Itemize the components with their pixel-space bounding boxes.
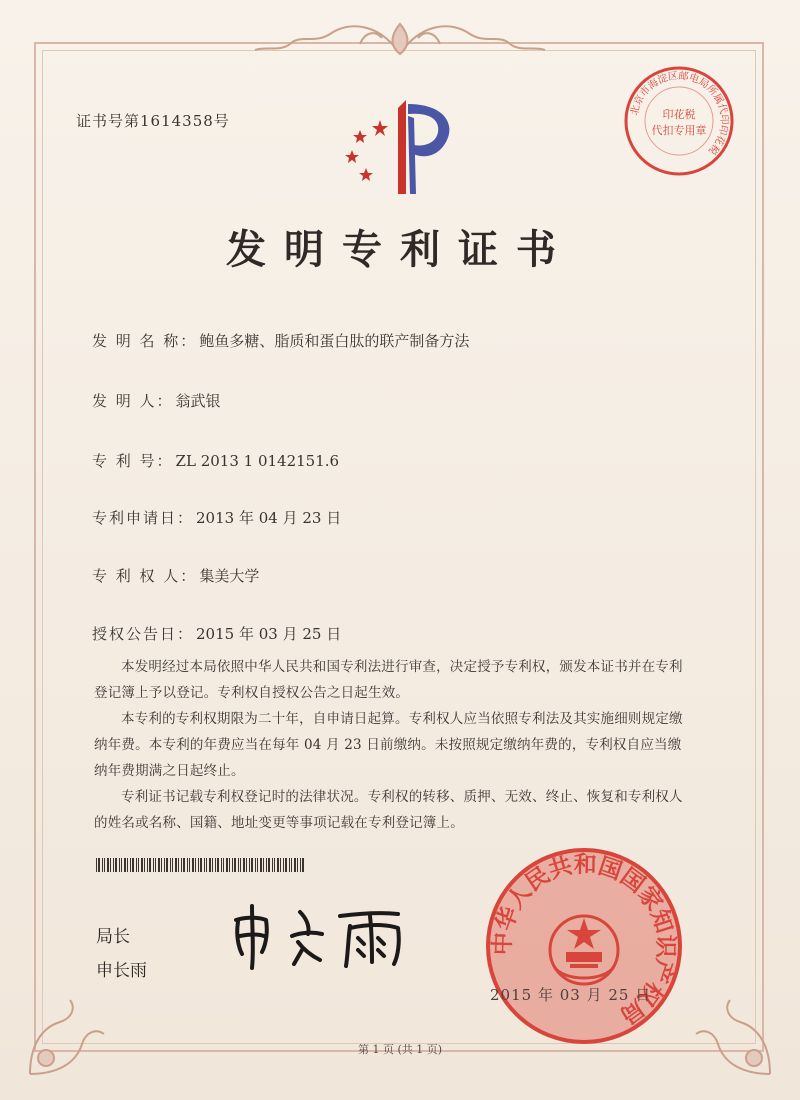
field-label: 发 明 名 称： bbox=[92, 332, 198, 350]
barcode-bar bbox=[166, 858, 168, 872]
certificate-number: 证书号第1614358号 bbox=[76, 112, 230, 130]
barcode-bar bbox=[144, 858, 145, 872]
barcode-bar bbox=[113, 858, 114, 872]
barcode-bar bbox=[243, 858, 245, 872]
barcode-bar bbox=[161, 858, 162, 872]
barcode-bar bbox=[175, 858, 177, 872]
field-label: 授权公告日： bbox=[92, 625, 195, 643]
barcode-bar bbox=[212, 858, 213, 872]
director-title: 局长 bbox=[96, 927, 130, 947]
small-seal-ring-text: 北京市海淀区邮电局所属代印印花税 bbox=[629, 70, 730, 157]
director-name: 申长雨 bbox=[96, 961, 147, 981]
director-signature bbox=[222, 898, 412, 972]
field-value: ZL 2013 1 0142151.6 bbox=[175, 452, 340, 470]
barcode-bar bbox=[200, 858, 202, 872]
barcode-bar bbox=[285, 858, 287, 872]
barcode-bar bbox=[153, 858, 154, 872]
barcode-bar bbox=[206, 858, 207, 872]
body-paragraph: 本专利的专利权期限为二十年，自申请日起算。专利权人应当依照专利法及其实施细则规定缴纳年费。本专利的年费应当在每年 04 月 23 日前缴纳。未按照规定缴纳年费的，专利权自应当缴纳年费期满之日起终止。 bbox=[94, 711, 683, 779]
barcode-bar bbox=[291, 858, 292, 872]
barcode-bar bbox=[155, 858, 156, 872]
field-inventor bbox=[92, 390, 221, 411]
barcode-bar bbox=[257, 858, 258, 872]
barcode-bar bbox=[297, 858, 298, 872]
barcode-bar bbox=[132, 858, 134, 872]
barcode-bar bbox=[277, 858, 279, 872]
barcode-bar bbox=[181, 858, 182, 872]
barcode-bar bbox=[283, 858, 284, 872]
barcode-bar bbox=[223, 858, 224, 872]
barcode-bar bbox=[289, 858, 290, 872]
barcode-bar bbox=[170, 858, 171, 872]
barcode-bar bbox=[192, 858, 194, 872]
barcode-bar bbox=[183, 858, 185, 872]
barcode-bar bbox=[266, 858, 267, 872]
field-patentee bbox=[92, 565, 259, 586]
barcode-bar bbox=[104, 858, 105, 872]
barcode-bar bbox=[198, 858, 199, 872]
body-paragraph: 本发明经过本局依照中华人民共和国专利法进行审查，决定授予专利权，颁发本证书并在专利登记簿上予以登记。专利权自授权公告之日起生效。 bbox=[94, 659, 683, 701]
large-seal-ring-text: 中华人民共和国国家知识产权局 bbox=[488, 850, 680, 1030]
barcode-bar bbox=[232, 858, 233, 872]
sipo-official-seal bbox=[484, 846, 684, 1046]
body-paragraph: 专利证书记载专利权登记时的法律状况。专利权的转移、质押、无效、终止、恢复和专利权人的姓名或名称、国籍、地址变更等事项记载在专利登记簿上。 bbox=[94, 789, 683, 831]
corner-ornament-bottom-left bbox=[20, 988, 116, 1084]
barcode-bar bbox=[121, 858, 122, 872]
barcode-bar bbox=[226, 858, 228, 872]
barcode-bar bbox=[217, 858, 219, 872]
barcode-bar bbox=[119, 858, 120, 872]
barcode-bar bbox=[149, 858, 151, 872]
barcode-bar bbox=[164, 858, 165, 872]
small-seal-center-line: 印花税 bbox=[662, 108, 696, 121]
field-value: 翁武银 bbox=[175, 392, 221, 410]
barcode-bar bbox=[280, 858, 281, 872]
small-seal-center-line: 代扣专用章 bbox=[651, 124, 707, 137]
field-value: 2013 年 04 月 23 日 bbox=[196, 509, 342, 527]
barcode-bar bbox=[272, 858, 273, 872]
certificate-body bbox=[94, 654, 694, 836]
barcode-bar bbox=[147, 858, 148, 872]
barcode-bar bbox=[302, 858, 304, 872]
barcode-bar bbox=[246, 858, 247, 872]
barcode-bar bbox=[204, 858, 205, 872]
page-number: 第 1 页 (共 1 页) bbox=[357, 1043, 443, 1056]
barcode-bar bbox=[234, 858, 236, 872]
barcode-bar bbox=[130, 858, 131, 872]
barcode-bar bbox=[209, 858, 211, 872]
sipo-logo-icon bbox=[336, 90, 460, 200]
barcode-bar bbox=[138, 858, 139, 872]
barcode-bar bbox=[107, 858, 109, 872]
barcode-bar bbox=[274, 858, 275, 872]
field-label: 专利申请日： bbox=[92, 509, 195, 527]
field-grant-date bbox=[92, 623, 341, 644]
barcode-bar bbox=[268, 858, 270, 872]
barcode-bar bbox=[240, 858, 241, 872]
barcode-bar bbox=[141, 858, 143, 872]
field-value: 集美大学 bbox=[199, 567, 260, 585]
top-ornament bbox=[250, 14, 550, 60]
barcode-bar bbox=[96, 858, 97, 872]
barcode-bar bbox=[136, 858, 137, 872]
barcode-bar bbox=[255, 858, 256, 872]
barcode-bar bbox=[221, 858, 222, 872]
tax-stamp-seal bbox=[622, 64, 736, 178]
field-application-date bbox=[92, 507, 341, 528]
barcode-bar bbox=[238, 858, 239, 872]
barcode-bar bbox=[300, 858, 301, 872]
barcode-bar bbox=[158, 858, 160, 872]
barcode-bar bbox=[195, 858, 196, 872]
field-label: 专 利 权 人： bbox=[92, 567, 198, 585]
field-label: 专 利 号： bbox=[92, 452, 174, 470]
barcode-bar bbox=[229, 858, 230, 872]
barcode-bar bbox=[215, 858, 216, 872]
barcode-bar bbox=[263, 858, 264, 872]
barcode-bar bbox=[102, 858, 103, 872]
field-patent-number bbox=[92, 450, 339, 471]
field-value: 鲍鱼多糖、脂质和蛋白肽的联产制备方法 bbox=[199, 332, 470, 350]
barcode-bar bbox=[98, 858, 100, 872]
barcode-bar bbox=[124, 858, 126, 872]
barcode-bar bbox=[115, 858, 117, 872]
barcode-bar bbox=[172, 858, 173, 872]
barcode-bar bbox=[260, 858, 262, 872]
barcode-bar bbox=[251, 858, 253, 872]
barcode-bar bbox=[294, 858, 296, 872]
field-value: 2015 年 03 月 25 日 bbox=[196, 625, 342, 643]
barcode-bar bbox=[110, 858, 111, 872]
certificate-title: 发明专利证书 bbox=[226, 226, 574, 273]
barcode-bar bbox=[127, 858, 128, 872]
field-invention-name bbox=[92, 330, 469, 351]
barcode bbox=[96, 858, 306, 872]
barcode-bar bbox=[249, 858, 250, 872]
field-label: 发 明 人： bbox=[92, 392, 174, 410]
barcode-bar bbox=[178, 858, 179, 872]
corner-ornament-bottom-right bbox=[684, 988, 780, 1084]
issue-date: 2015 年 03 月 25 日 bbox=[490, 986, 652, 1004]
barcode-bar bbox=[187, 858, 188, 872]
barcode-bar bbox=[189, 858, 190, 872]
